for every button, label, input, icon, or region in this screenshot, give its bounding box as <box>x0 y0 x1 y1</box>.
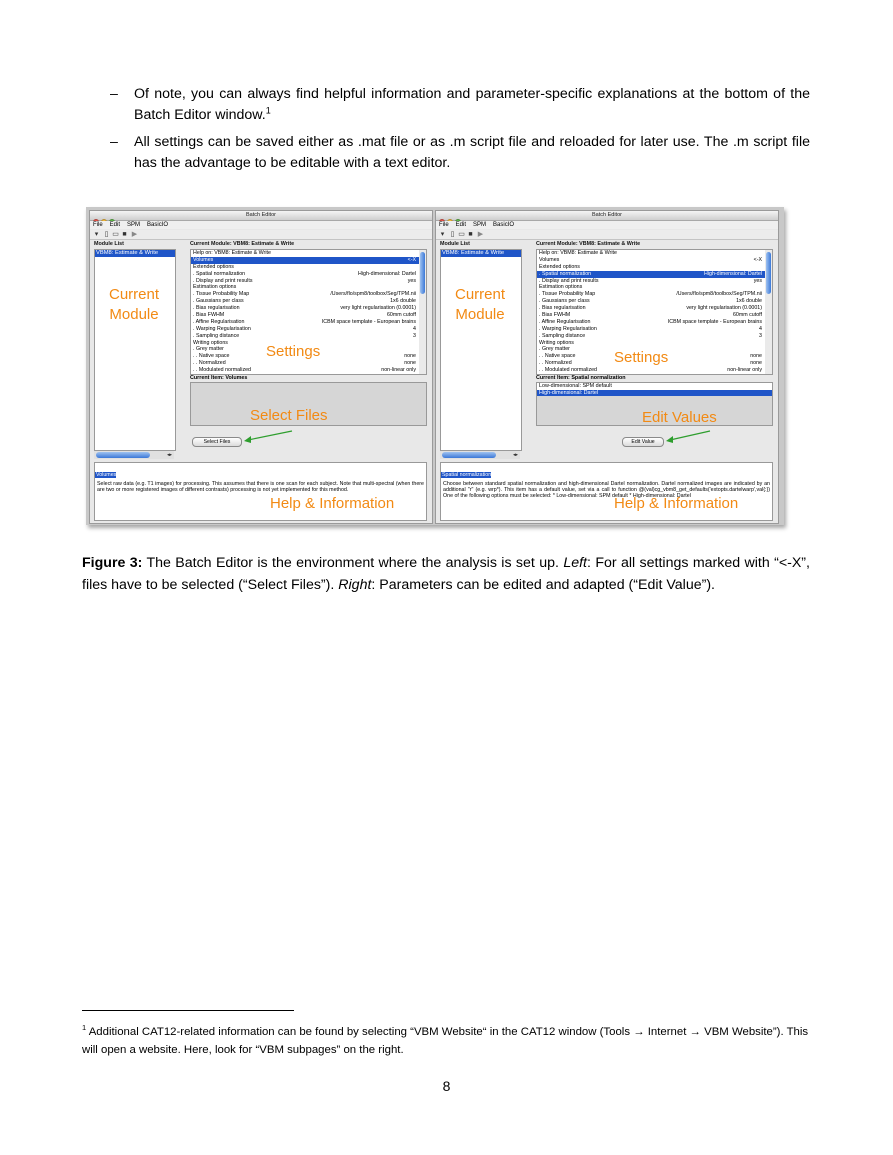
menu-edit[interactable]: Edit <box>109 222 121 228</box>
settings-row[interactable] <box>191 319 426 326</box>
settings-row-value: non-linear only <box>381 367 416 374</box>
annotation-help-information: Help & Information <box>270 495 395 512</box>
bullet-item <box>110 132 810 174</box>
new-file-icon[interactable]: ▯ <box>104 231 109 238</box>
annotation-select-files: Select Files <box>250 407 328 424</box>
title-bar <box>436 211 778 221</box>
settings-row-value: 1x6 double <box>390 298 416 305</box>
scrollbar-thumb[interactable] <box>766 252 771 294</box>
settings-row-label: . Grey matter <box>539 346 570 353</box>
settings-row-label: Writing options <box>539 339 574 346</box>
settings-row-label: . Affine Regularisation <box>193 318 245 325</box>
settings-row-label: . Bias FWHM <box>539 312 571 319</box>
settings-row-value: yes <box>407 277 416 284</box>
settings-row[interactable] <box>191 312 426 319</box>
settings-row-value: 3 <box>413 332 416 339</box>
settings-row-value: none <box>404 360 416 367</box>
settings-row[interactable] <box>191 278 426 285</box>
window-title: Batch Editor <box>592 212 622 218</box>
settings-row-label: . Display and print results <box>193 277 253 284</box>
settings-row[interactable] <box>537 298 772 305</box>
module-list-label: Module List <box>94 241 124 247</box>
footnote-reference: 1 <box>265 105 271 116</box>
settings-row-label: Volumes <box>539 256 560 263</box>
settings-row[interactable] <box>537 257 772 264</box>
arrow-icon <box>242 429 294 445</box>
settings-row-label: . . Modulated normalized <box>193 367 252 374</box>
bullet-text-body: Of note, you can always find helpful information and parameter-specific explanations at the bottom of the Batch Editor window. <box>134 86 810 123</box>
menu-file[interactable]: File <box>93 222 103 228</box>
new-file-icon[interactable]: ▯ <box>450 231 455 238</box>
caption-left: Left <box>563 555 587 571</box>
module-list-item[interactable]: VBM8: Estimate & Write <box>441 250 521 257</box>
settings-row-label: . Spatial normalization <box>539 270 592 277</box>
save-icon[interactable]: ■ <box>468 231 473 238</box>
title-bar <box>90 211 432 221</box>
settings-row[interactable] <box>537 271 772 278</box>
dropdown-arrow-icon[interactable]: ▾ <box>94 231 99 238</box>
settings-row-value: 4 <box>413 325 416 332</box>
figure-batch-editor <box>86 207 784 525</box>
annotation-current-module <box>94 285 174 325</box>
settings-row-value: very light regularisation (0.0001) <box>686 305 762 312</box>
settings-row[interactable] <box>191 291 426 298</box>
settings-row[interactable] <box>537 333 772 340</box>
settings-row[interactable] <box>537 326 772 333</box>
menu-file[interactable]: File <box>439 222 449 228</box>
settings-row-label: . . Native space <box>193 353 230 360</box>
bullet-text: All settings can be saved either as .mat file or as .m script file and reloaded for later use. The .m script file has the advantage to be editable with a text editor. <box>134 134 810 171</box>
current-module-label: Current Module: VBM8: Estimate & Write <box>190 241 295 247</box>
settings-row-value: 1x6 double <box>736 298 762 305</box>
settings-row-label: . Sampling distance <box>193 332 240 339</box>
settings-row-label: . Bias regularisation <box>193 305 240 312</box>
footnote-mark: 1 <box>82 1023 87 1033</box>
menu-basicio[interactable]: BasicIO <box>493 222 515 228</box>
arrow-icon <box>664 429 712 445</box>
run-icon[interactable]: ▶ <box>477 231 484 238</box>
settings-row[interactable] <box>537 291 772 298</box>
page-number: 8 <box>442 1078 451 1094</box>
settings-row-label: . . Modulated normalized <box>539 367 598 374</box>
settings-row[interactable] <box>191 367 426 374</box>
settings-row-label: . Gaussians per class <box>193 298 244 305</box>
settings-row[interactable] <box>191 264 426 271</box>
settings-row-label: Estimation options <box>539 284 583 291</box>
settings-row[interactable] <box>537 305 772 312</box>
settings-row[interactable] <box>537 340 772 347</box>
footnote-divider <box>82 1010 294 1011</box>
settings-row-label: . . Normalized <box>193 360 226 367</box>
settings-row-value: 60mm cutoff <box>386 312 416 319</box>
settings-row[interactable] <box>191 333 426 340</box>
toolbar <box>436 230 778 240</box>
settings-row-value: yes <box>753 277 762 284</box>
menu-spm[interactable]: SPM <box>127 222 141 228</box>
toolbar <box>90 230 432 240</box>
settings-row[interactable] <box>191 250 426 257</box>
settings-row-label: Help on: VBM8: Estimate & Write <box>193 250 271 256</box>
settings-row[interactable] <box>537 264 772 271</box>
batch-editor-window-right <box>435 210 779 524</box>
bullet-text <box>134 84 810 126</box>
bullet-item <box>110 84 810 126</box>
settings-row-label: . Warping Regularisation <box>193 325 251 332</box>
scrollbar-thumb[interactable] <box>442 452 496 458</box>
annotation-text: Current Module <box>454 286 506 323</box>
horizontal-scrollbar[interactable] <box>94 451 174 459</box>
settings-row-value: very light regularisation (0.0001) <box>340 305 416 312</box>
annotation-settings: Settings <box>614 349 669 366</box>
select-files-button[interactable]: Select Files <box>192 437 242 447</box>
settings-row-label: Volumes <box>193 256 214 263</box>
help-title: Volumes <box>96 472 117 478</box>
caption-right: Right <box>338 576 372 593</box>
scrollbar-thumb[interactable] <box>420 252 425 294</box>
batch-editor-window-left <box>89 210 433 524</box>
settings-row-value: High-dimensional: Dartel <box>704 270 762 277</box>
settings-row-value: 60mm cutoff <box>732 312 762 319</box>
settings-row[interactable] <box>191 298 426 305</box>
settings-row-label: . Gaussians per class <box>539 298 590 305</box>
module-list <box>94 249 176 451</box>
footnote-text: Additional CAT12-related information can be found by selecting “VBM Website“ in the CAT12 window (Tools → Internet → VBM Website”). This will open a website. Here, look for “VBM subpages” on the right. <box>82 1026 809 1056</box>
annotation-current-module <box>440 285 520 325</box>
menu-spm[interactable]: SPM <box>473 222 487 228</box>
settings-row-label: . Warping Regularisation <box>539 325 597 332</box>
annotation-edit-values: Edit Values <box>642 409 717 426</box>
settings-row-label: Estimation options <box>193 284 237 291</box>
settings-row-label: . Tissue Probability Map <box>193 291 250 298</box>
menu-edit[interactable]: Edit <box>455 222 467 228</box>
menu-bar <box>436 221 778 229</box>
settings-row-label: Writing options <box>193 339 228 346</box>
settings-row[interactable] <box>191 257 426 264</box>
settings-row-label: . Display and print results <box>539 277 599 284</box>
open-folder-icon[interactable]: ▭ <box>112 231 119 238</box>
settings-row-value: /Users/flo/spm8/toolbox/Seg/TPM.nii <box>676 291 762 298</box>
annotation-settings: Settings <box>266 343 321 360</box>
settings-row-value: 4 <box>759 325 762 332</box>
settings-row[interactable] <box>537 278 772 285</box>
settings-row-value: 3 <box>759 332 762 339</box>
settings-row-label: . Spatial normalization <box>193 270 246 277</box>
open-folder-icon[interactable]: ▭ <box>458 231 465 238</box>
vertical-scrollbar[interactable] <box>419 250 426 374</box>
settings-row-label: Extended options <box>539 263 580 270</box>
current-item-option[interactable]: High-dimensional: Dartel <box>537 390 772 397</box>
dropdown-arrow-icon[interactable]: ▾ <box>440 231 445 238</box>
run-icon[interactable]: ▶ <box>131 231 138 238</box>
settings-row-label: Extended options <box>193 263 234 270</box>
settings-row-value: none <box>750 360 762 367</box>
edit-value-button[interactable]: Edit Value <box>622 437 664 447</box>
bullet-dash: – <box>110 86 118 102</box>
menu-bar <box>90 221 432 229</box>
bullet-dash: – <box>110 134 118 150</box>
help-text: Choose between standard spatial normalization and high-dimensional Dartel normalization. Dartel normalized images are indicated by an additional "r" (e.g. wrp*). This item has a default value, set via a call to function @(val)cg_vbm8_get_defaults('extopts.dartelwarp',val{:}) One of the following options must be selected: * Low-dimensional: SPM default * High-dimensional: Dartel <box>443 481 770 500</box>
help-title: Spatial normalization <box>442 472 492 478</box>
settings-row[interactable] <box>537 250 772 257</box>
settings-row-value: High-dimensional: Dartel <box>358 270 416 277</box>
window-title: Batch Editor <box>246 212 276 218</box>
settings-row-label: . Bias FWHM <box>193 312 225 319</box>
scrollbar-thumb[interactable] <box>96 452 150 458</box>
settings-row-value: /Users/flo/spm8/toolbox/Seg/TPM.nii <box>330 291 416 298</box>
current-item-label: Current Item: Spatial normalization <box>536 375 626 381</box>
footnote <box>82 1023 812 1059</box>
settings-row-label: Help on: VBM8: Estimate & Write <box>539 250 617 256</box>
settings-row-label: . . Native space <box>539 353 576 360</box>
settings-row-value: <-X <box>407 256 416 263</box>
horizontal-scrollbar[interactable] <box>440 451 520 459</box>
settings-row[interactable] <box>191 284 426 291</box>
settings-row[interactable] <box>191 271 426 278</box>
module-list <box>440 249 522 451</box>
settings-row-label: . Grey matter <box>193 346 224 353</box>
caption-text: : Parameters can be edited and adapted (“Edit Value”). <box>371 576 715 593</box>
settings-row[interactable] <box>191 305 426 312</box>
settings-row-value: non-linear only <box>727 367 762 374</box>
settings-row[interactable] <box>537 284 772 291</box>
scroll-arrows-icon[interactable]: ◂▸ <box>512 452 518 458</box>
annotation-text: Current Module <box>108 286 160 323</box>
settings-row-label: . . Normalized <box>539 360 572 367</box>
module-list-label: Module List <box>440 241 470 247</box>
current-item-options <box>537 383 772 396</box>
help-text: Select raw data (e.g. T1 images) for processing. This assumes that there is one scan for each subject. Note that multi-spectral (when there are two or more registered images of different contrasts) processing is not yet implemented for this method. <box>97 481 424 494</box>
current-item-option[interactable]: Low-dimensional: SPM default <box>537 383 772 390</box>
settings-row[interactable] <box>537 312 772 319</box>
annotation-help-information: Help & Information <box>614 495 739 512</box>
save-icon[interactable]: ■ <box>122 231 127 238</box>
settings-row-label: . Tissue Probability Map <box>539 291 596 298</box>
module-list-item[interactable]: VBM8: Estimate & Write <box>95 250 175 257</box>
settings-row[interactable] <box>537 319 772 326</box>
current-item-label: Current Item: Volumes <box>190 375 248 381</box>
settings-row-value: ICBM space template - European brains <box>321 318 416 325</box>
menu-basicio[interactable]: BasicIO <box>147 222 169 228</box>
caption-text: The Batch Editor is the environment where the analysis is set up. <box>142 555 564 571</box>
settings-row-label: . Affine Regularisation <box>539 318 591 325</box>
caption-label: Figure 3: <box>82 555 143 571</box>
settings-row-label: . Sampling distance <box>539 332 586 339</box>
settings-row[interactable] <box>191 326 426 333</box>
settings-row[interactable] <box>537 367 772 374</box>
settings-row-value: none <box>750 353 762 360</box>
settings-row-value: none <box>404 353 416 360</box>
settings-row-value: <-X <box>753 256 762 263</box>
settings-row-label: . Bias regularisation <box>539 305 586 312</box>
figure-caption <box>82 553 810 596</box>
scroll-arrows-icon[interactable]: ◂▸ <box>166 452 172 458</box>
settings-row-value: ICBM space template - European brains <box>667 318 762 325</box>
vertical-scrollbar[interactable] <box>765 250 772 374</box>
caption-text: : For all settings marked with “<-X”, files have to be selected (“Select Files”). <box>82 555 810 593</box>
current-module-label: Current Module: VBM8: Estimate & Write <box>536 241 641 247</box>
